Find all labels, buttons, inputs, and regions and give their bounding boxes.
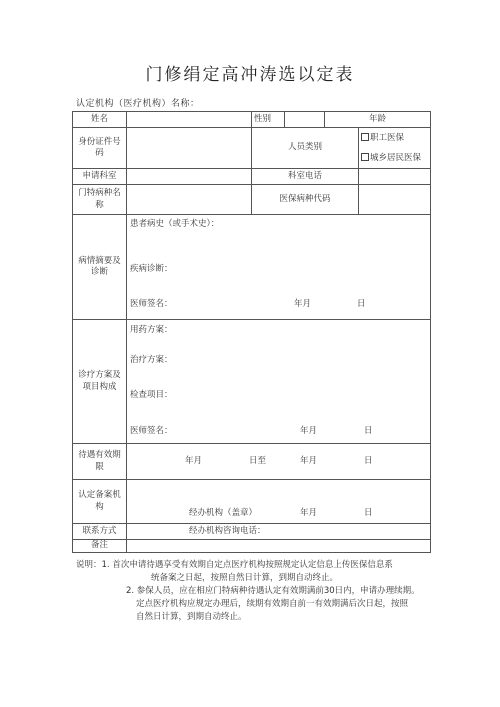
- note-1-line-2: 统备案之日起，按照自然日计算，到期自动终止。: [151, 573, 339, 583]
- agency-phone-label: 经办机构咨询电话：: [189, 526, 266, 536]
- row-name: [73, 112, 431, 128]
- note-1-line-1: 1. 首次申请待遇享受有效期自定点医疗机构按照规定认定信息上传医保信息系: [101, 560, 393, 570]
- name-field[interactable]: [127, 112, 252, 128]
- gender-field[interactable]: [285, 112, 325, 128]
- history-label: 患者病史（或手术史）：: [130, 219, 220, 229]
- validity-start-year-month: 年月: [185, 456, 203, 466]
- row-contact: [73, 524, 431, 540]
- disease-code-label: 医保病种代码: [252, 185, 359, 215]
- name-label: 姓名: [73, 112, 127, 128]
- row-dept: [73, 169, 431, 185]
- validity-label: 待遇有效期限: [73, 444, 127, 480]
- disease-name-field[interactable]: [127, 185, 252, 215]
- plan-field[interactable]: [127, 320, 431, 444]
- notes-label: 说明：: [76, 560, 102, 570]
- row-filing: [73, 480, 431, 524]
- filing-year-month: 年月: [300, 508, 318, 518]
- notes-section: [76, 559, 432, 624]
- validity-end-year-month: 年月: [300, 456, 318, 466]
- contact-field[interactable]: [127, 524, 431, 540]
- filing-field[interactable]: [127, 480, 431, 524]
- medication-label: 用药方案：: [130, 325, 173, 335]
- row-disease: [73, 185, 431, 215]
- disease-code-field[interactable]: [359, 185, 431, 215]
- agency-seal-label: 经办机构（盖章）: [189, 508, 258, 518]
- exam-label: 检查项目：: [130, 390, 173, 400]
- summary-label: 病情摘要及诊断: [73, 215, 127, 320]
- validity-to-label: 日至: [249, 456, 267, 466]
- plan-label: 诊疗方案及项目构成: [73, 320, 127, 444]
- option-resident[interactable]: 城乡居民医保: [361, 148, 428, 168]
- plan-year-month-label: 年月: [300, 426, 318, 436]
- dept-label: 申请科室: [73, 169, 127, 185]
- row-id: [73, 128, 431, 169]
- summary-field[interactable]: [127, 215, 431, 320]
- plan-day-label: 日: [364, 426, 373, 436]
- checkbox-icon[interactable]: [361, 153, 369, 161]
- row-validity: [73, 444, 431, 480]
- filing-day: 日: [364, 508, 373, 518]
- dept-field[interactable]: [127, 169, 252, 185]
- id-label: 身份证件号码: [73, 128, 127, 169]
- plan-doctor-sign-label: 医师签名：: [130, 426, 173, 436]
- id-field[interactable]: [127, 128, 252, 169]
- summary-day-label: 日: [357, 299, 366, 309]
- dept-phone-field[interactable]: [359, 169, 431, 185]
- row-plan: [73, 320, 431, 444]
- gender-label: 性别: [252, 112, 285, 128]
- dept-phone-label: 科室电话: [252, 169, 359, 185]
- row-remarks: [73, 540, 431, 553]
- person-type-options: [359, 128, 431, 169]
- validity-end-day: 日: [364, 456, 373, 466]
- summary-year-month-label: 年月: [294, 299, 312, 309]
- summary-doctor-sign-label: 医师签名：: [130, 299, 173, 309]
- contact-label: 联系方式: [73, 524, 127, 540]
- diagnosis-label: 疾病诊断：: [130, 264, 173, 274]
- treatment-label: 治疗方案：: [130, 355, 173, 365]
- remarks-field[interactable]: [127, 540, 431, 553]
- agency-name-label: 认定机构（医疗机构）名称：: [76, 99, 200, 109]
- row-summary: [73, 215, 431, 320]
- validity-field[interactable]: [127, 444, 431, 480]
- application-form-table: [72, 111, 431, 553]
- filing-label: 认定备案机构: [73, 480, 127, 524]
- note-2-line-1: 2. 参保人员，应在相应门特病种待遇认定有效期满前30日内，申请办理续期。: [126, 586, 420, 596]
- checkbox-icon[interactable]: [361, 133, 369, 141]
- disease-name-label: 门特病种名称: [73, 185, 127, 215]
- person-type-label: 人员类别: [252, 128, 359, 169]
- form-title: 门修绢定高冲涛选以定表: [145, 65, 355, 85]
- note-2-line-3: 自然日计算，到期自动终止。: [136, 612, 247, 622]
- note-2-line-2: 定点医疗机构应规定办理后，续期有效期自前一有效期满后次日起，按照: [136, 599, 409, 609]
- remarks-label: 备注: [73, 540, 127, 553]
- option-employee[interactable]: 职工医保: [361, 128, 428, 148]
- age-label: 年龄: [325, 112, 431, 128]
